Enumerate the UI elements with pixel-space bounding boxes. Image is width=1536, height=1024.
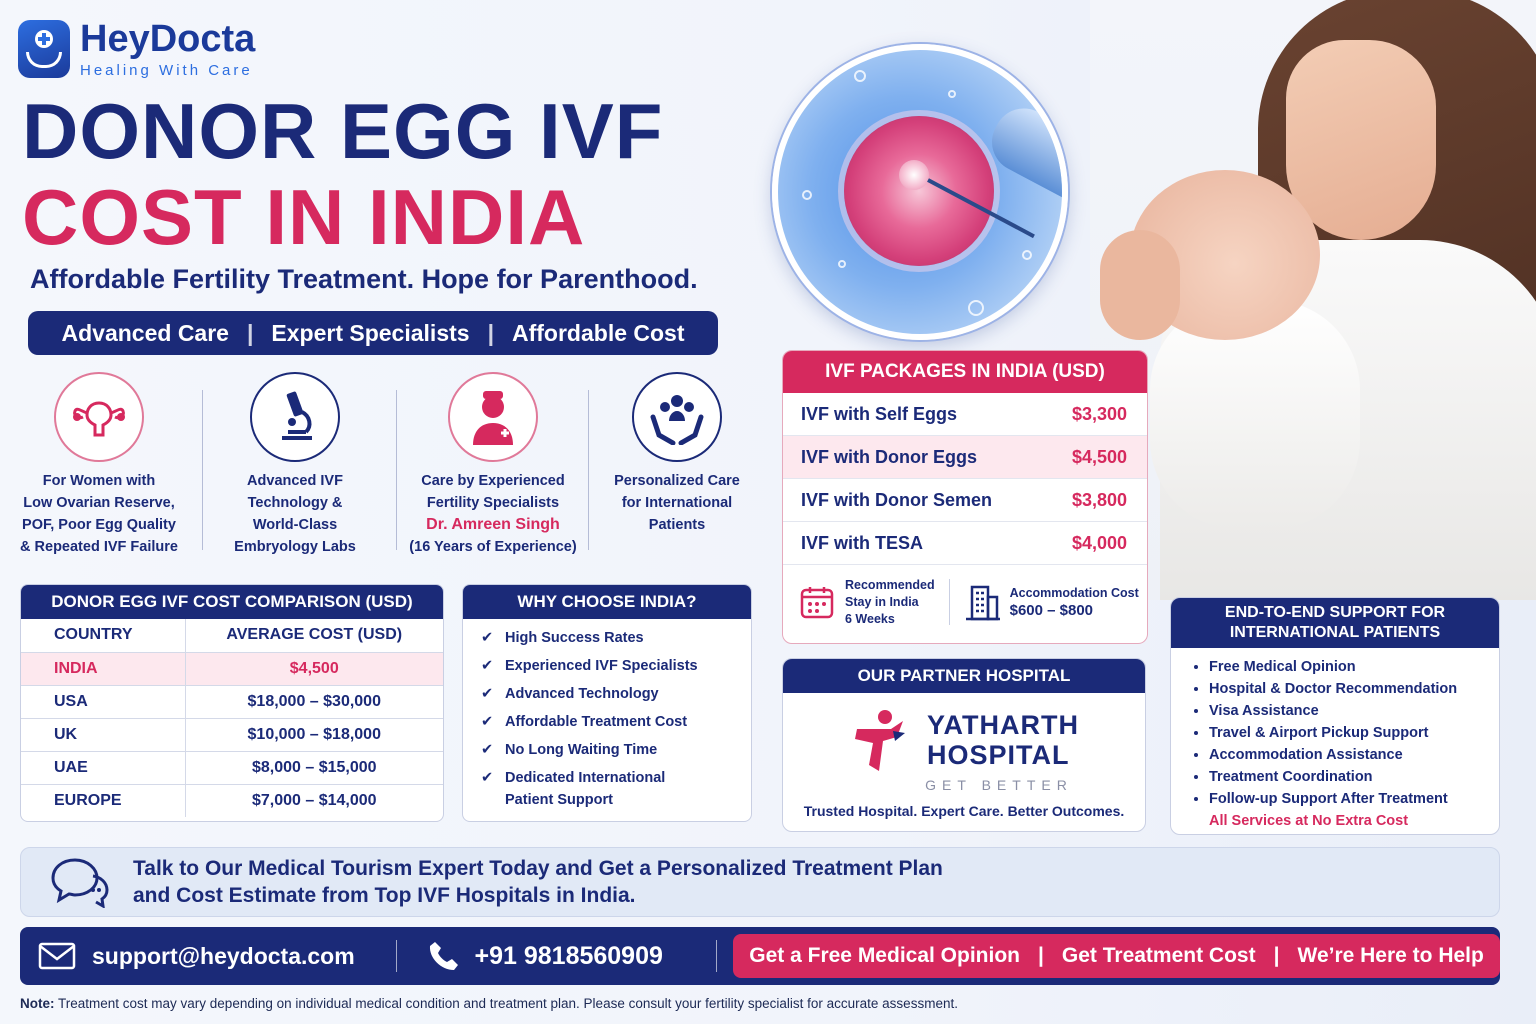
headline-line1: DONOR EGG IVF <box>22 87 664 175</box>
phone-icon <box>427 940 459 972</box>
mail-icon <box>38 942 76 970</box>
callout-line2: and Cost Estimate from Top IVF Hospitals in India. <box>133 884 636 907</box>
package-row: IVF with Self Eggs $3,300 <box>783 393 1147 436</box>
check-icon: ✔ <box>481 630 494 646</box>
email-link[interactable] <box>20 942 396 970</box>
mother-baby-photo <box>1090 0 1536 600</box>
partner-title: OUR PARTNER HOSPITAL <box>783 659 1145 693</box>
calendar-icon <box>799 584 835 620</box>
support-title: END-TO-END SUPPORT FOR INTERNATIONAL PATIENTS <box>1171 598 1499 648</box>
email-address: support@heydocta.com <box>92 942 355 969</box>
headline-line2: COST IN INDIA <box>22 173 586 261</box>
check-icon: ✔ <box>481 742 494 758</box>
divider <box>396 390 397 550</box>
list-item: ✔ High Success Rates <box>481 627 751 649</box>
list-item: • Hospital & Doctor Recommendation <box>1209 678 1499 700</box>
phone-number: +91 9818560909 <box>474 941 663 970</box>
accommodation-info: Accommodation Cost $600 – $800 <box>964 583 1139 621</box>
comparison-title: DONOR EGG IVF COST COMPARISON (USD) <box>21 585 443 619</box>
partner-hospital <box>782 658 1146 832</box>
list-item: • Travel & Airport Pickup Support <box>1209 722 1499 744</box>
feature-specialists: Care by Experienced Fertility Specialists Dr. Amreen Singh (16 Years of Experience) <box>398 372 588 558</box>
list-item: ✔ Affordable Treatment Cost <box>481 711 751 733</box>
brand-name: HeyDocta <box>80 17 256 60</box>
pill-item-specialists: Expert Specialists <box>271 319 470 346</box>
why-title: WHY CHOOSE INDIA? <box>463 585 751 619</box>
table-row: UAE $8,000 – $15,000 <box>21 751 443 784</box>
care-hands-icon <box>632 372 722 462</box>
check-icon: ✔ <box>481 714 494 730</box>
brand-logo[interactable] <box>18 14 318 84</box>
table-header-row: COUNTRY AVERAGE COST (USD) <box>21 619 443 652</box>
pill-separator: | <box>487 319 494 346</box>
pill-item-care: Advanced Care <box>61 319 229 346</box>
list-item: • Free Medical Opinion <box>1209 656 1499 678</box>
value-pill <box>28 311 718 355</box>
pill-separator: | <box>246 319 254 346</box>
doctor-experience: (16 Years of Experience) <box>409 539 577 555</box>
ivf-packages <box>782 350 1148 644</box>
phone-link[interactable] <box>397 940 717 972</box>
cta-bar[interactable] <box>733 934 1500 978</box>
end-to-end-support <box>1170 597 1500 835</box>
table-row: UK $10,000 – $18,000 <box>21 718 443 751</box>
cta-separator: | <box>1273 944 1280 967</box>
table-row: USA $18,000 – $30,000 <box>21 685 443 718</box>
brand-tagline: Healing With Care <box>80 61 253 79</box>
no-extra-cost-text: All Services at No Extra Cost <box>1209 813 1409 829</box>
list-item: ✔ Dedicated International Patient Support <box>481 767 751 811</box>
list-item: ✔ Advanced Technology <box>481 683 751 705</box>
stay-info: Recommended Stay in India 6 Weeks <box>799 577 935 628</box>
hospital-tagline: GET BETTER <box>925 777 1073 793</box>
yatharth-logo-icon <box>849 707 911 773</box>
feature-technology: Advanced IVF Technology & World-Class Embryology Labs <box>200 372 390 558</box>
cost-comparison-table <box>20 584 444 822</box>
expert-callout <box>20 847 1500 917</box>
subtitle: Affordable Fertility Treatment. Hope for Parenthood. <box>30 264 698 294</box>
help-link[interactable]: We’re Here to Help <box>1297 944 1484 967</box>
list-item: ✔ Experienced IVF Specialists <box>481 655 751 677</box>
callout-line1: Talk to Our Medical Tourism Expert Today and Get a Personalized Treatment Plan <box>133 857 943 880</box>
table-row: EUROPE $7,000 – $14,000 <box>21 784 443 817</box>
list-item: ✔ No Long Waiting Time <box>481 739 751 761</box>
feature-personalized: Personalized Care for International Patients <box>582 372 772 536</box>
doctor-name: Dr. Amreen Singh <box>426 516 560 533</box>
list-item: • Treatment Coordination <box>1209 766 1499 788</box>
ivf-egg-illustration <box>772 44 1068 340</box>
list-item: • Visa Assistance <box>1209 700 1499 722</box>
hospital-name-line1: YATHARTH <box>926 710 1079 740</box>
pill-item-cost: Affordable Cost <box>512 319 685 346</box>
package-row: IVF with Donor Eggs $4,500 <box>783 436 1147 479</box>
list-item: • Accommodation Assistance <box>1209 744 1499 766</box>
doctor-icon <box>448 372 538 462</box>
disclaimer-note: Note: Treatment cost may vary depending on individual medical condition and treatment plan. Please consult your fertility specialist for accurate assessment. <box>20 996 958 1011</box>
free-opinion-link[interactable]: Get a Free Medical Opinion <box>749 944 1020 967</box>
list-item: • Follow-up Support After Treatment <box>1209 788 1499 810</box>
package-row: IVF with Donor Semen $3,800 <box>783 479 1147 522</box>
uterus-icon <box>54 372 144 462</box>
check-icon: ✔ <box>481 658 494 674</box>
check-icon: ✔ <box>481 770 494 786</box>
contact-bar <box>20 927 1500 985</box>
microscope-icon <box>250 372 340 462</box>
chat-bubbles-icon <box>49 856 111 908</box>
check-icon: ✔ <box>481 686 494 702</box>
building-icon <box>964 583 1000 621</box>
cta-separator: | <box>1038 944 1044 967</box>
feature-women: For Women with Low Ovarian Reserve, POF, Poor Egg Quality & Repeated IVF Failure <box>4 372 194 558</box>
package-row: IVF with TESA $4,000 <box>783 522 1147 565</box>
packages-title: IVF PACKAGES IN INDIA (USD) <box>783 351 1147 393</box>
hospital-slogan: Trusted Hospital. Expert Care. Better Outcomes. <box>803 803 1125 819</box>
table-row: INDIA $4,500 <box>21 652 443 685</box>
why-choose-india <box>462 584 752 822</box>
treatment-cost-link[interactable]: Get Treatment Cost <box>1061 944 1256 967</box>
hospital-name-line2: HOSPITAL <box>926 740 1070 770</box>
heydocta-logo-icon <box>18 20 70 78</box>
